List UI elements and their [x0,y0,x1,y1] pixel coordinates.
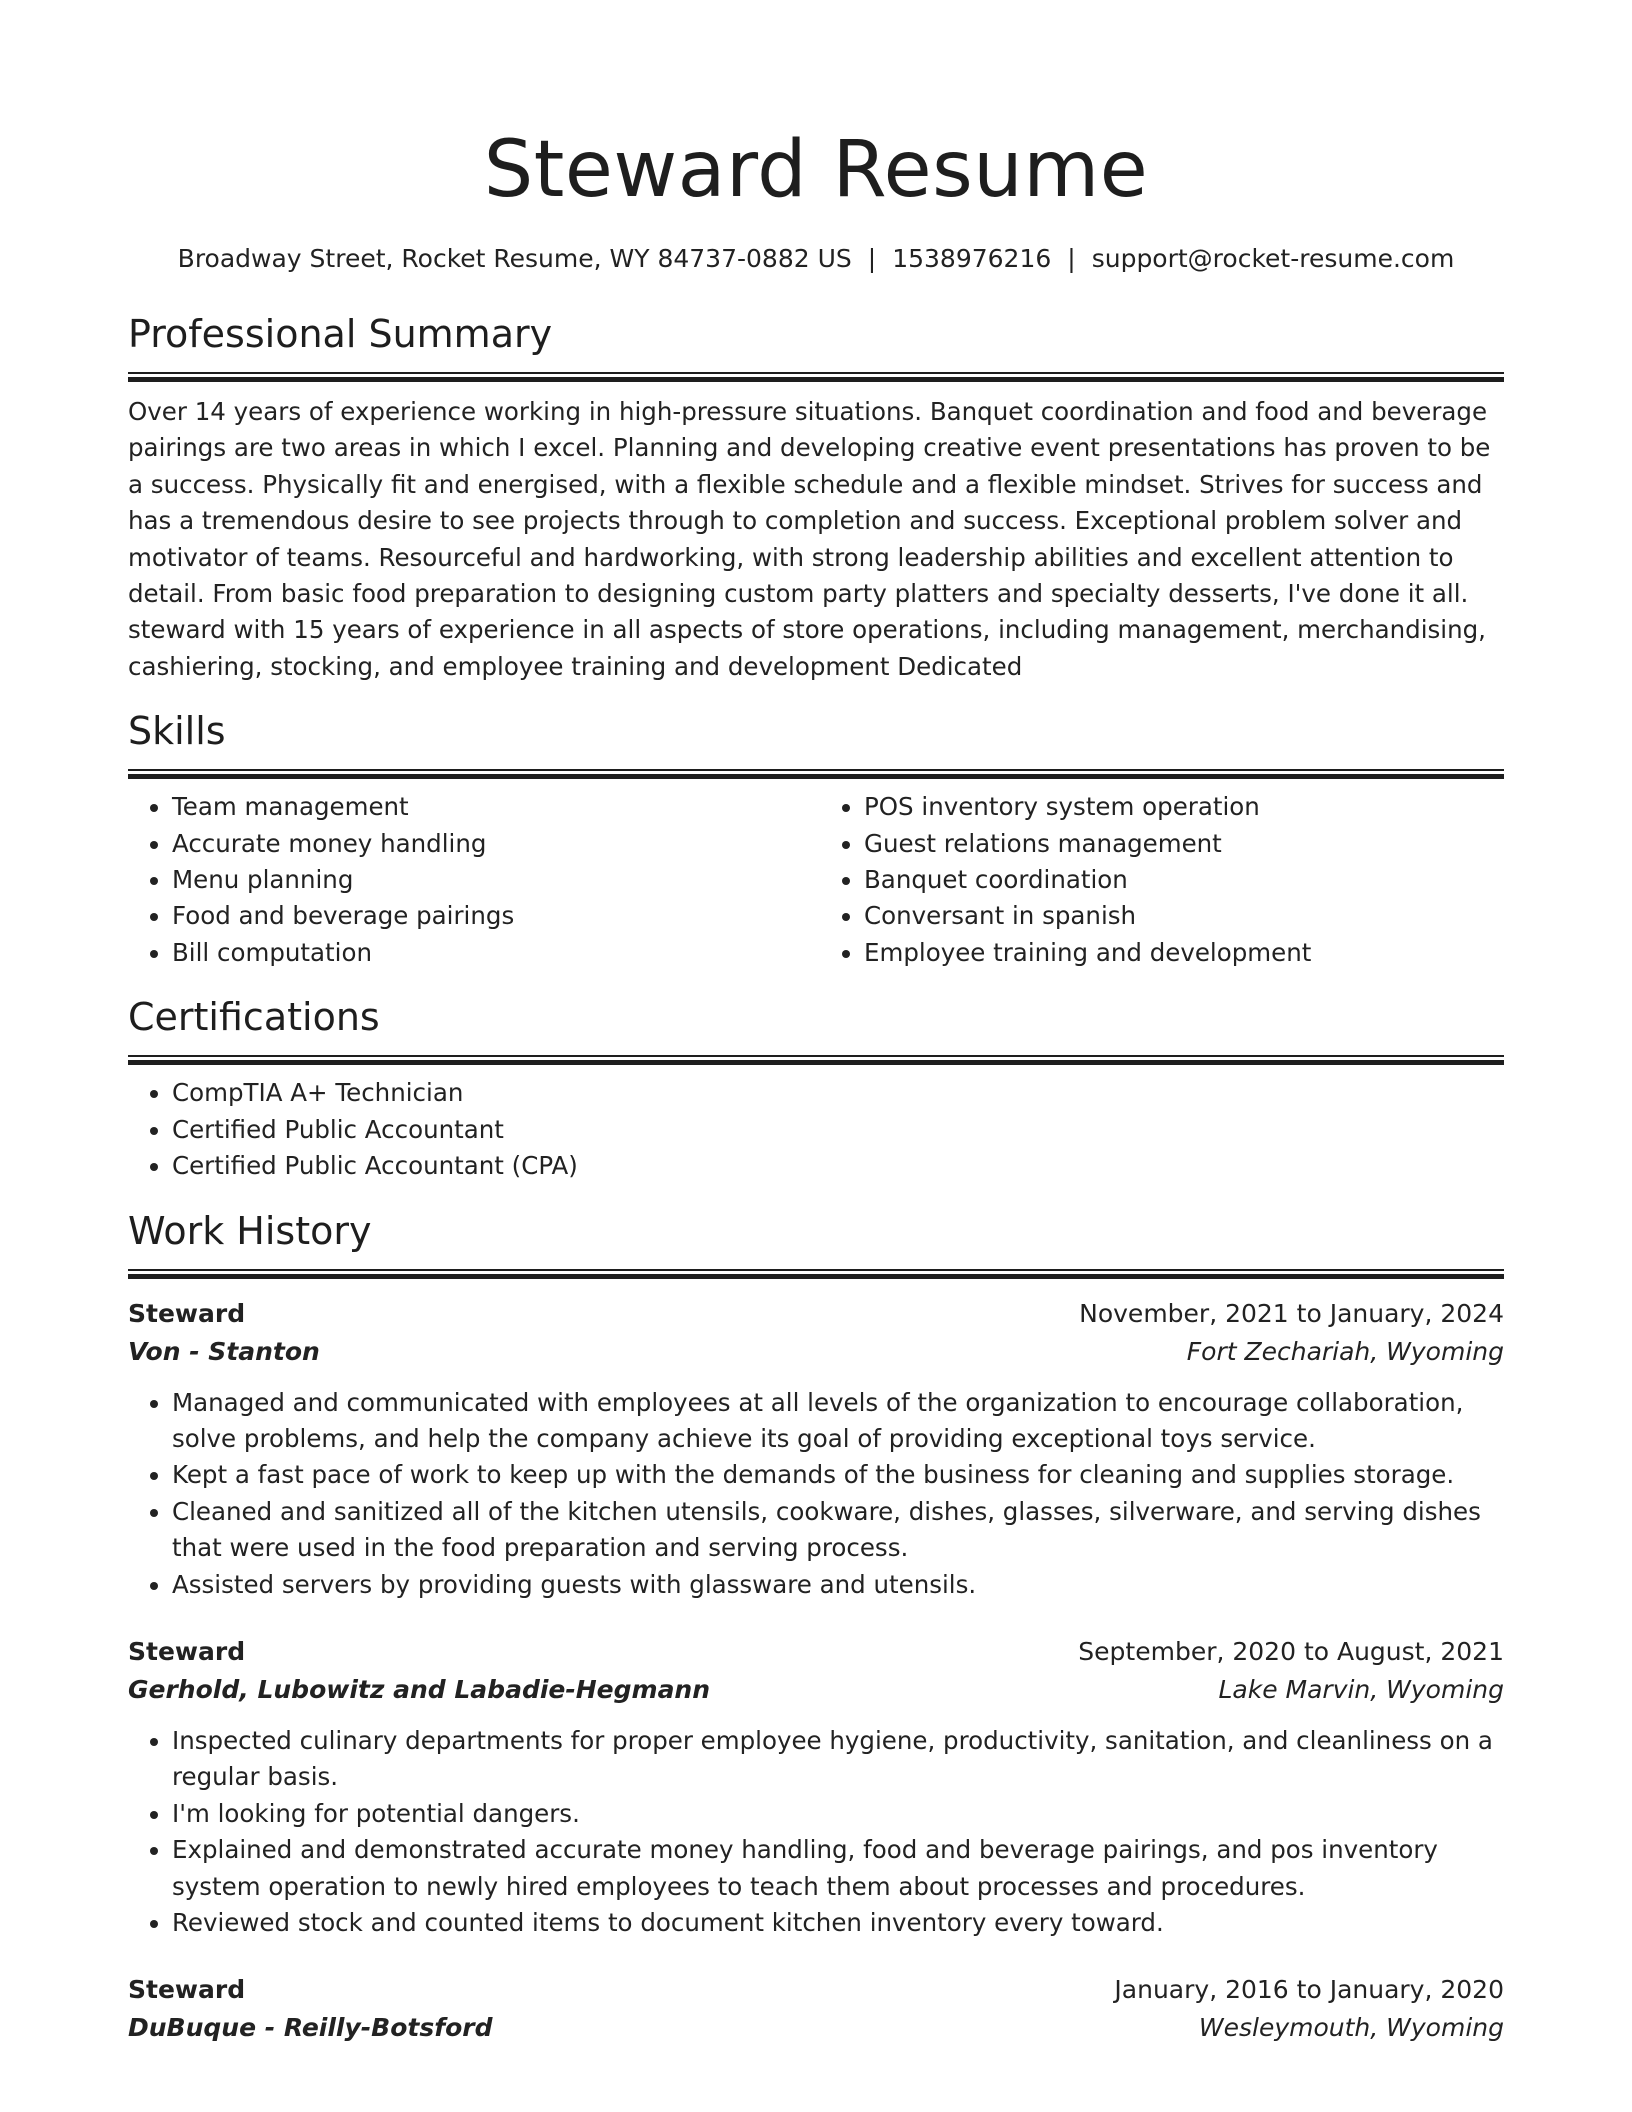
section-heading-summary: Professional Summary [128,312,553,356]
certification-item: • CompTIA A+ Technician [172,1075,1504,1111]
contact-separator: | [1067,244,1076,273]
job-header [128,1295,1504,1333]
job-bullet: • Assisted servers by providing guests with glassware and utensils. [172,1567,1504,1603]
contact-line [128,242,1504,276]
skill-item: • POS inventory system operation [864,789,1504,825]
job-location: Fort Zechariah, Wyoming [1186,1336,1504,1366]
certifications-section [128,993,1504,1184]
section-heading-skills: Skills [128,709,226,754]
skills-columns [128,789,1504,971]
job-bullet: • Managed and communicated with employees at all levels of the organization to encourage collaboration, solve problems, and help the company achieve its goal of providing exceptional toys service. [172,1385,1504,1458]
section-divider [128,1269,1504,1279]
job-bullet: • I'm looking for potential dangers. [172,1796,1504,1832]
job-bullet: • Inspected culinary departments for proper employee hygiene, productivity, sanitation, and cleanliness on a regular basis. [172,1723,1504,1796]
job-header [128,1633,1504,1671]
job-bullets [128,1385,1504,1603]
job-company: Von - Stanton [128,1336,320,1366]
contact-address: Broadway Street, Rocket Resume, WY 84737-0882 US [177,244,852,273]
summary-section [128,310,1504,685]
skill-item: • Employee training and development [864,935,1504,971]
certifications-list [128,1075,1504,1184]
section-divider [128,1055,1504,1065]
skill-item: • Menu planning [172,862,816,898]
skill-item: • Conversant in spanish [864,898,1504,934]
job-entry [128,1971,1504,2047]
job-title: Steward [128,1298,246,1328]
job-bullet: • Explained and demonstrated accurate money handling, food and beverage pairings, and pos inventory system operation to newly hired employees to teach them about processes and procedures. [172,1832,1504,1905]
job-dates: November, 2021 to January, 2024 [1079,1298,1504,1328]
skill-item: • Guest relations management [864,826,1504,862]
skill-item: • Accurate money handling [172,826,816,862]
page-title: Steward Resume [483,125,1149,215]
skills-list-right [816,789,1504,971]
skill-item: • Food and beverage pairings [172,898,816,934]
job-subheader [128,1333,1504,1371]
job-title: Steward [128,1636,246,1666]
job-subheader [128,2009,1504,2047]
section-divider [128,769,1504,779]
skills-section [128,707,1504,971]
contact-phone: 1538976216 [892,244,1052,273]
job-title: Steward [128,1975,246,2005]
job-dates: January, 2016 to January, 2020 [1114,1975,1504,2005]
section-heading-work-history: Work History [128,1208,372,1253]
job-entry [128,1295,1504,1603]
job-bullet: • Cleaned and sanitized all of the kitchen utensils, cookware, dishes, glasses, silverware, and serving dishes that were used in the food preparation and serving process. [172,1494,1504,1567]
job-location: Wesleymouth, Wyoming [1198,2013,1504,2043]
job-dates: September, 2020 to August, 2021 [1078,1636,1504,1666]
job-subheader [128,1671,1504,1709]
job-bullet: • Kept a fast pace of work to keep up with the demands of the business for cleaning and supplies storage. [172,1457,1504,1493]
section-divider [128,372,1504,382]
contact-email: support@rocket-resume.com [1091,244,1455,273]
job-header [128,1971,1504,2009]
job-location: Lake Marvin, Wyoming [1218,1674,1504,1704]
summary-text: Over 14 years of experience working in high-pressure situations. Banquet coordination and food and beverage pairings are two areas in which I excel. Planning and developing creative event presentations has proven to be a success. Physically fit and energised, with a flexible schedule and a flexible mindset. Strives for success and has a tremendous desire to see projects through to completion and success. Exceptional problem solver and motivator of teams. Resourceful and hardworking, with strong leadership abilities and excellent attention to detail. From basic food preparation to designing custom party platters and specialty desserts, I've done it all. steward with 15 years of experience in all aspects of store operations, including management, merchandising, cashiering, stocking, and employee training and development Dedicated [128,397,1491,681]
job-company: Gerhold, Lubowitz and Labadie-Hegmann [128,1674,711,1704]
skill-item: • Bill computation [172,935,816,971]
job-bullet: • Reviewed stock and counted items to document kitchen inventory every toward. [172,1905,1504,1941]
work-history-section [128,1207,1504,2048]
skill-item: • Team management [172,789,816,825]
job-bullets [128,1723,1504,1941]
job-company: DuBuque - Reilly-Botsford [128,2013,493,2043]
job-entry [128,1633,1504,1941]
skills-list-left [128,789,816,971]
certification-item: • Certified Public Accountant [172,1112,1504,1148]
certification-item: • Certified Public Accountant (CPA) [172,1148,1504,1184]
contact-separator: | [867,244,877,273]
section-heading-certifications: Certifications [128,995,380,1040]
skill-item: • Banquet coordination [864,862,1504,898]
